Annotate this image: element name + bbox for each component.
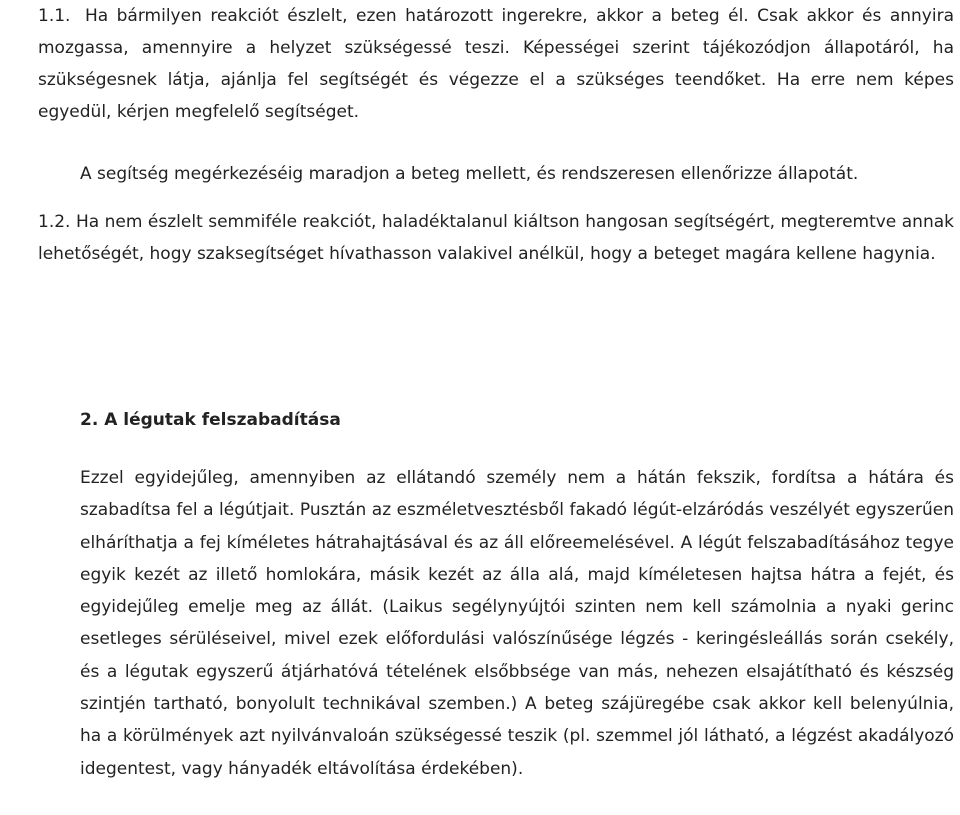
paragraph-1-2-text: Ha nem észlelt semmiféle reakciót, haladéktalanul kiáltson hangosan segítségért, megteremtve annak lehetőségét, hogy szaksegítséget hívathasson valakivel anélkül, hogy a beteget magára kellene hagynia. [38,212,954,264]
section-heading-2: 2. A légutak felszabadítása [80,410,341,430]
paragraph-1-1-text: Ha bármilyen reakciót észlelt, ezen határozott ingerekre, akkor a beteg él. Csak akkor és annyira mozgassa, amennyire a helyzet szükségessé teszi. Képességei szerint tájékozódjon állapotáról, ha szükségesnek látja, ajánlja fel segítségét és végezze el a szükséges teendőket. Ha erre nem képes egyedül, kérjen megfelelő segítséget. [38,6,954,122]
section-number-1-2: 1.2. [38,212,71,232]
paragraph-2: Ezzel egyidejűleg, amennyiben az ellátandó személy nem a hátán fekszik, fordítsa a hátára és szabadítsa fel a légútjait. Pusztán az eszméletvesztésből fakadó légút-elzáródás veszélyét egyszerűen elháríthatja a fej kíméletes hátrahajtásával és az áll előreemelésével. A légút felszabadításához tegye egyik kezét az illető homlokára, másik kezét az álla alá, majd kíméletesen hajtsa hátra a fejét, és egyidejűleg emelje meg az állát. (Laikus segélynyújtói szinten nem kell számolnia a nyaki gerinc esetleges sérüléseivel, mivel ezek előfordulási valószínűsége légzés - keringésleállás során csekély, és a légutak egyszerű átjárhatóvá tételének elsőbbsége van más, nehezen elsajátítható és készség szintjén tartható, bonyolult technikával szemben.) A beteg szájüregébe csak akkor kell belenyúlnia, ha a körülmények azt nyilvánvaloán szükségessé teszik (pl. szemmel jól látható, a légzést akadályozó idegentest, vagy hányadék eltávolítása érdekében). [80,468,954,779]
paragraph-1-2 [38,206,954,270]
paragraph-1-1-follow: A segítség megérkezéséig maradjon a beteg mellett, és rendszeresen ellenőrizze állapotát. [80,164,859,184]
paragraph-1-1 [38,0,954,128]
section-number-1-1: 1.1. [38,6,71,26]
